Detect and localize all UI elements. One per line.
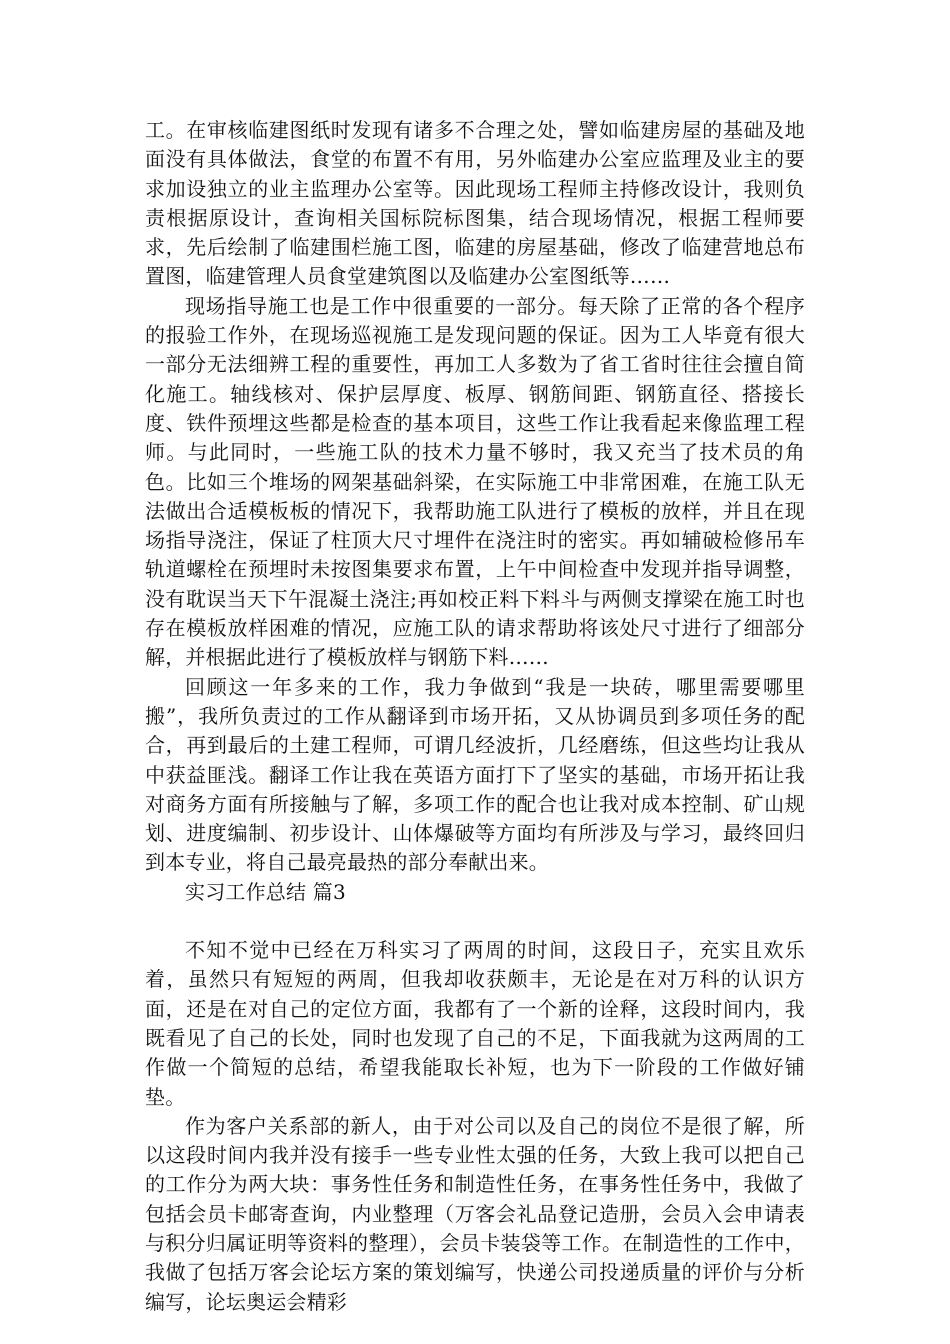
blank-line xyxy=(145,907,805,936)
paragraph-5: 作为客户关系部的新人，由于对公司以及自己的岗位不是很了解，所以这段时间内我并没有接手一些专业性太强的任务，大致上我可以把自己的工作分为两大块：事务性任务和制造性任务，在事务性任务中，我做了包括会员卡邮寄查询，内业整理（万客会礼品登记造册，会员入会申请表与积分归属证明等资料的整理），会员卡装袋等工作。在制造性的工作中，我做了包括万客会论坛方案的策划编写，快递公司投递质量的评价与分析编写，论坛奥运会精彩 xyxy=(145,1113,805,1314)
paragraph-4: 不知不觉中已经在万科实习了两周的时间，这段日子，充实且欢乐着，虽然只有短短的两周，但我却收获颇丰，无论是在对万科的认识方面，还是在对自己的定位方面，我都有了一个新的诠释，这段时间内，我既看见了自己的长处，同时也发现了自己的不足，下面我就为这两周的工作做一个简短的总结，希望我能取长补短，也为下一阶段的工作做好铺垫。 xyxy=(145,938,805,1109)
section-heading: 实习工作总结 篇3 xyxy=(185,879,346,904)
paragraph-2: 现场指导施工也是工作中很重要的一部分。每天除了正常的各个程序的报验工作外，在现场巡视施工是发现问题的保证。因为工人毕竟有很大一部分无法细辨工程的重要性，再加工人多数为了省工省时往往会擅自简化施工。轴线核对、保护层厚度、板厚、钢筋间距、钢筋直径、搭接长度、铁件预埋这些都是检查的基本项目，这些工作让我看起来像监理工程师。与此同时，一些施工队的技术力量不够时，我又充当了技术员的角色。比如三个堆场的网架基础斜梁，在实际施工中非常困难，在施工队无法做出合适模板板的情况下，我帮助施工队进行了模板的放样，并且在现场指导浇注，保证了柱顶大尺寸埋件在浇注时的密实。再如辅破检修吊车轨道螺栓在预埋时未按图集要求布置，上午中间检查中发现并指导调整，没有耽误当天下午混凝土浇注;再如校正料下料斗与两侧支撑梁在施工时也存在模板放样困难的情况，应施工队的请求帮助将该处尺寸进行了细部分解，并根据此进行了模板放样与钢筋下料…… xyxy=(145,293,805,670)
paragraph-3: 回顾这一年多来的工作，我力争做到“我是一块砖，哪里需要哪里搬”，我所负责过的工作从翻译到市场开拓，又从协调员到多项任务的配合，再到最后的土建工程师，可谓几经波折，几经磨练，但这些均让我从中获益匪浅。翻译工作让我在英语方面打下了坚实的基础，市场开拓让我对商务方面有所接触与了解，多项工作的配合也让我对成本控制、矿山规划、进度编制、初步设计、山体爆破等方面均有所涉及与学习，最终回归到本专业，将自己最亮最热的部分奉献出来。 xyxy=(145,674,805,875)
paragraph-1: 工。在审核临建图纸时发现有诸多不合理之处，譬如临建房屋的基础及地面没有具体做法，食堂的布置不有用，另外临建办公室应监理及业主的要求加设独立的业主监理办公室等。因此现场工程师主持修改设计，我则负责根据原设计，查询相关国标院标图集，结合现场情况，根据工程师要求，先后绘制了临建围栏施工图，临建的房屋基础，修改了临建营地总布置图，临建管理人员食堂建筑图以及临建办公室图纸等…… xyxy=(145,118,805,289)
document-body xyxy=(145,116,805,1317)
